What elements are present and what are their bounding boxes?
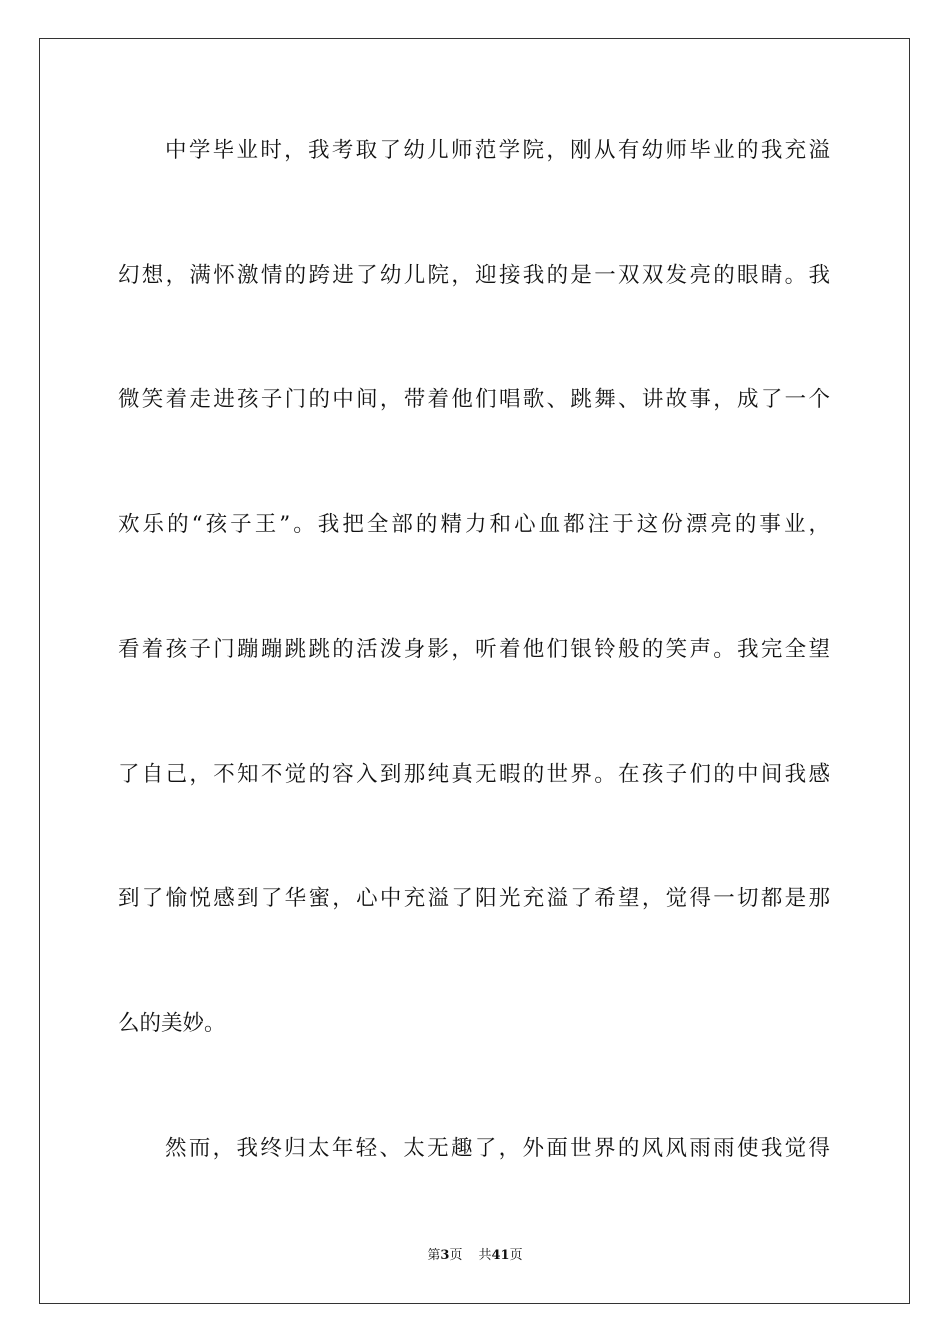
page-number: 3	[440, 1248, 450, 1263]
paragraph-1-line-4: 欢乐的“孩子王”。我把全部的精力和心血都注于这份漂亮的事业，	[118, 512, 830, 537]
page-suffix: 页	[449, 1248, 463, 1263]
total-suffix: 页	[509, 1248, 523, 1263]
page-prefix: 第	[427, 1248, 441, 1263]
paragraph-1-line-1: 中学毕业时，我考取了幼儿师范学院，刚从有幼师毕业的我充溢	[165, 138, 830, 163]
total-prefix: 共	[478, 1248, 492, 1263]
paragraph-1-line-3: 微笑着走进孩子门的中间，带着他们唱歌、跳舞、讲故事，成了一个	[118, 387, 830, 412]
page-border	[39, 38, 910, 1304]
paragraph-1-line-8: 么的美妙。	[118, 1011, 226, 1036]
paragraph-2-line-1: 然而，我终归太年轻、太无趣了，外面世界的风风雨雨使我觉得	[165, 1136, 830, 1161]
paragraph-1-line-7: 到了愉悦感到了华蜜，心中充溢了阳光充溢了希望，觉得一切都是那	[118, 886, 830, 911]
total-pages: 41	[491, 1248, 510, 1263]
paragraph-1-line-5: 看着孩子门蹦蹦跳跳的活泼身影，听着他们银铃般的笑声。我完全望	[118, 637, 830, 662]
paragraph-1-line-6: 了自己，不知不觉的容入到那纯真无暇的世界。在孩子们的中间我感	[118, 762, 830, 787]
paragraph-1-line-2: 幻想，满怀激情的跨进了幼儿院，迎接我的是一双双发亮的眼睛。我	[118, 263, 830, 288]
page-footer	[0, 1247, 950, 1265]
